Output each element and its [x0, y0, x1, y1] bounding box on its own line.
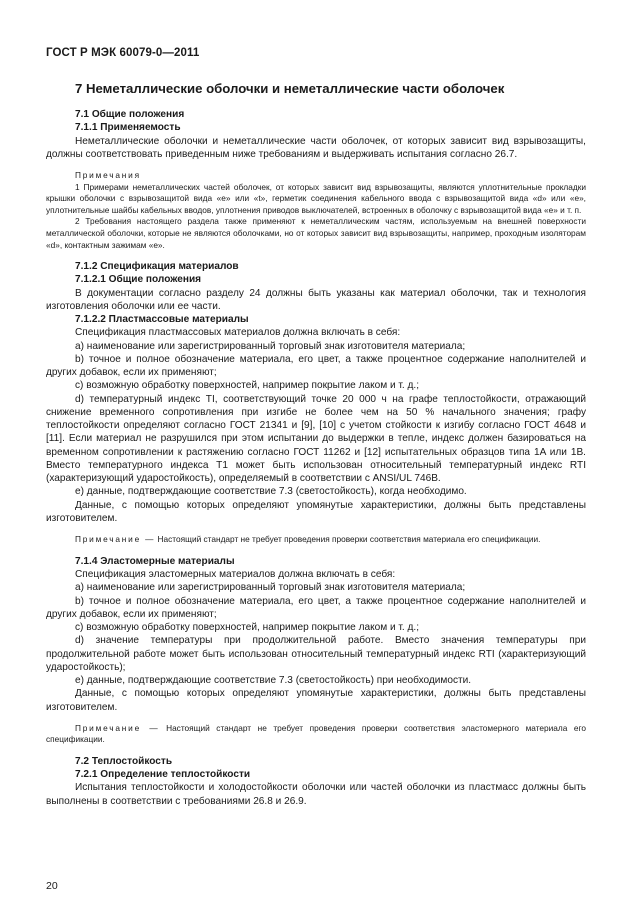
heading-7-1-2-2: 7.1.2.2 Пластмассовые материалы [75, 314, 249, 326]
note-4-label: Примечание — [75, 722, 160, 733]
note-3-text: Настоящий стандарт не требует проведения проверки соответствия материала его спецификации. [157, 534, 541, 545]
page-number: 20 [46, 880, 58, 892]
elastomers-item-b: b) точное и полное обозначение материала, его цвет, а также процентное содержание наполнителей и других добавок, если их применяют; [46, 595, 586, 620]
section-title: 7 Неметаллические оболочки и неметаллические части оболочек [75, 81, 505, 96]
heading-7-1-1: 7.1.1 Применяемость [75, 122, 181, 134]
paragraph-7-1-2-1: В документации согласно разделу 24 должны быть указаны как материал оболочки, так и технология изготовления оболочки или ее части. [46, 287, 586, 312]
heading-7-1: 7.1 Общие положения [75, 109, 185, 120]
plastics-item-e: е) данные, подтверждающие соответствие 7.3 (светостойкость), когда необходимо. [75, 486, 467, 498]
notes-label: Примечания [75, 170, 141, 180]
plastics-data-note: Данные, с помощью которых определяют упомянутые характеристики, должны быть представлены изготовителем. [46, 499, 586, 524]
paragraph-7-1-1: Неметаллические оболочки и неметаллические части оболочек, от которых зависит вид взрывозащиты, должны соответствовать приведенным ниже требованиям и выдерживать испытания согласно 26.7. [46, 135, 586, 160]
plastics-intro: Спецификация пластмассовых материалов должна включать в себя: [75, 327, 401, 339]
note-4-text: Настоящий стандарт не требует проведения проверки соответствия эластомерного материала его спецификации. [46, 722, 586, 745]
heading-7-2-1: 7.2.1 Определение теплостойкости [75, 769, 251, 781]
note-2: 2 Требования настоящего раздела также применяют к неметаллическим частям, используемым на внешней поверхности металлической оболочки, которые не являются оболочками, но от которых зависит вид взрывозащиты, например, проходным изоляторам «d», контактным зажимам «е». [46, 216, 586, 250]
elastomers-item-d: d) значение температуры при продолжительной работе. Вместо значения температуры при продолжительной работе может быть использован относительный температурный индекс RTI (характеризующий ударостойкость); [46, 635, 586, 673]
elastomers-item-a: а) наименование или зарегистрированный торговый знак изготовителя материала; [75, 582, 466, 594]
plastics-item-c: c) возможную обработку поверхностей, например покрытие лаком и т. д.; [75, 380, 420, 392]
elastomers-item-c: c) возможную обработку поверхностей, например покрытие лаком и т. д.; [75, 622, 420, 633]
note-3-label: Примечание — [75, 534, 156, 545]
heading-7-1-4: 7.1.4 Эластомерные материалы [75, 555, 235, 567]
heading-7-2: 7.2 Теплостойкость [75, 755, 173, 767]
elastomers-intro: Спецификация эластомерных материалов должна включать в себя: [75, 569, 396, 580]
heading-7-1-2: 7.1.2 Спецификация материалов [75, 261, 239, 273]
note-1: 1 Примерами неметаллических частей оболочек, от которых зависит вид взрывозащиты, являются уплотнительные прокладки крышки оболочки с взрывозащитой вида «е» или «t», герметик соединения кабельного ввода с взрывозащитой вида «d» или «е», уплотнительные шайбы кабельных вводов, уплотнения приводов выключателей, встроенных в оболочку с взрывозащитой вида «е» и т. п. [46, 181, 586, 215]
elastomers-item-e: е) данные, подтверждающие соответствие 7.3 (светостойкость) при необходимости. [75, 675, 472, 686]
plastics-item-d: d) температурный индекс TI, соответствующий точке 20 000 ч на графе теплостойкости, отражающий снижение временного сопротивления при изгибе не более чем на 50 % начального значения; графу теплостойкости определяют согласно ГОСТ 21341 и [9], [10] с учетом стойкости к изгибу согласно ГОСТ 4648 и [11]. Если материал не разрушился при этом испытании до выдержки в тепле, индекс должен базироваться на временном сопротивлении к растяжению согласно ГОСТ 11262 и [12] испытательных образцов типа 1A или 1B. Вместо температурного индекса T1 может быть использован относительный температурный индекс RTI (характеризующий ударостойкость), определяемый в соответствии с ANSI/UL 746B. [46, 393, 586, 485]
plastics-item-a: а) наименование или зарегистрированный торговый знак изготовителя материала; [75, 340, 466, 352]
document-header: ГОСТ Р МЭК 60079-0—2011 [46, 47, 200, 59]
paragraph-7-2-1: Испытания теплостойкости и холодостойкости оболочки или частей оболочки из пластмасс должны быть выполнены в соответствии с требованиями 26.8 и 26.9. [46, 782, 586, 807]
note-3 [46, 534, 586, 546]
document-body [46, 108, 586, 808]
elastomers-data-note: Данные, с помощью которых определяют упомянутые характеристики, должны быть представлены изготовителем. [46, 688, 586, 713]
plastics-item-b: b) точное и полное обозначение материала, его цвет, а также процентное содержание наполнителей и других добавок, если их применяют; [46, 353, 586, 379]
note-4 [46, 723, 586, 746]
heading-7-1-2-1: 7.1.2.1 Общие положения [75, 274, 202, 286]
